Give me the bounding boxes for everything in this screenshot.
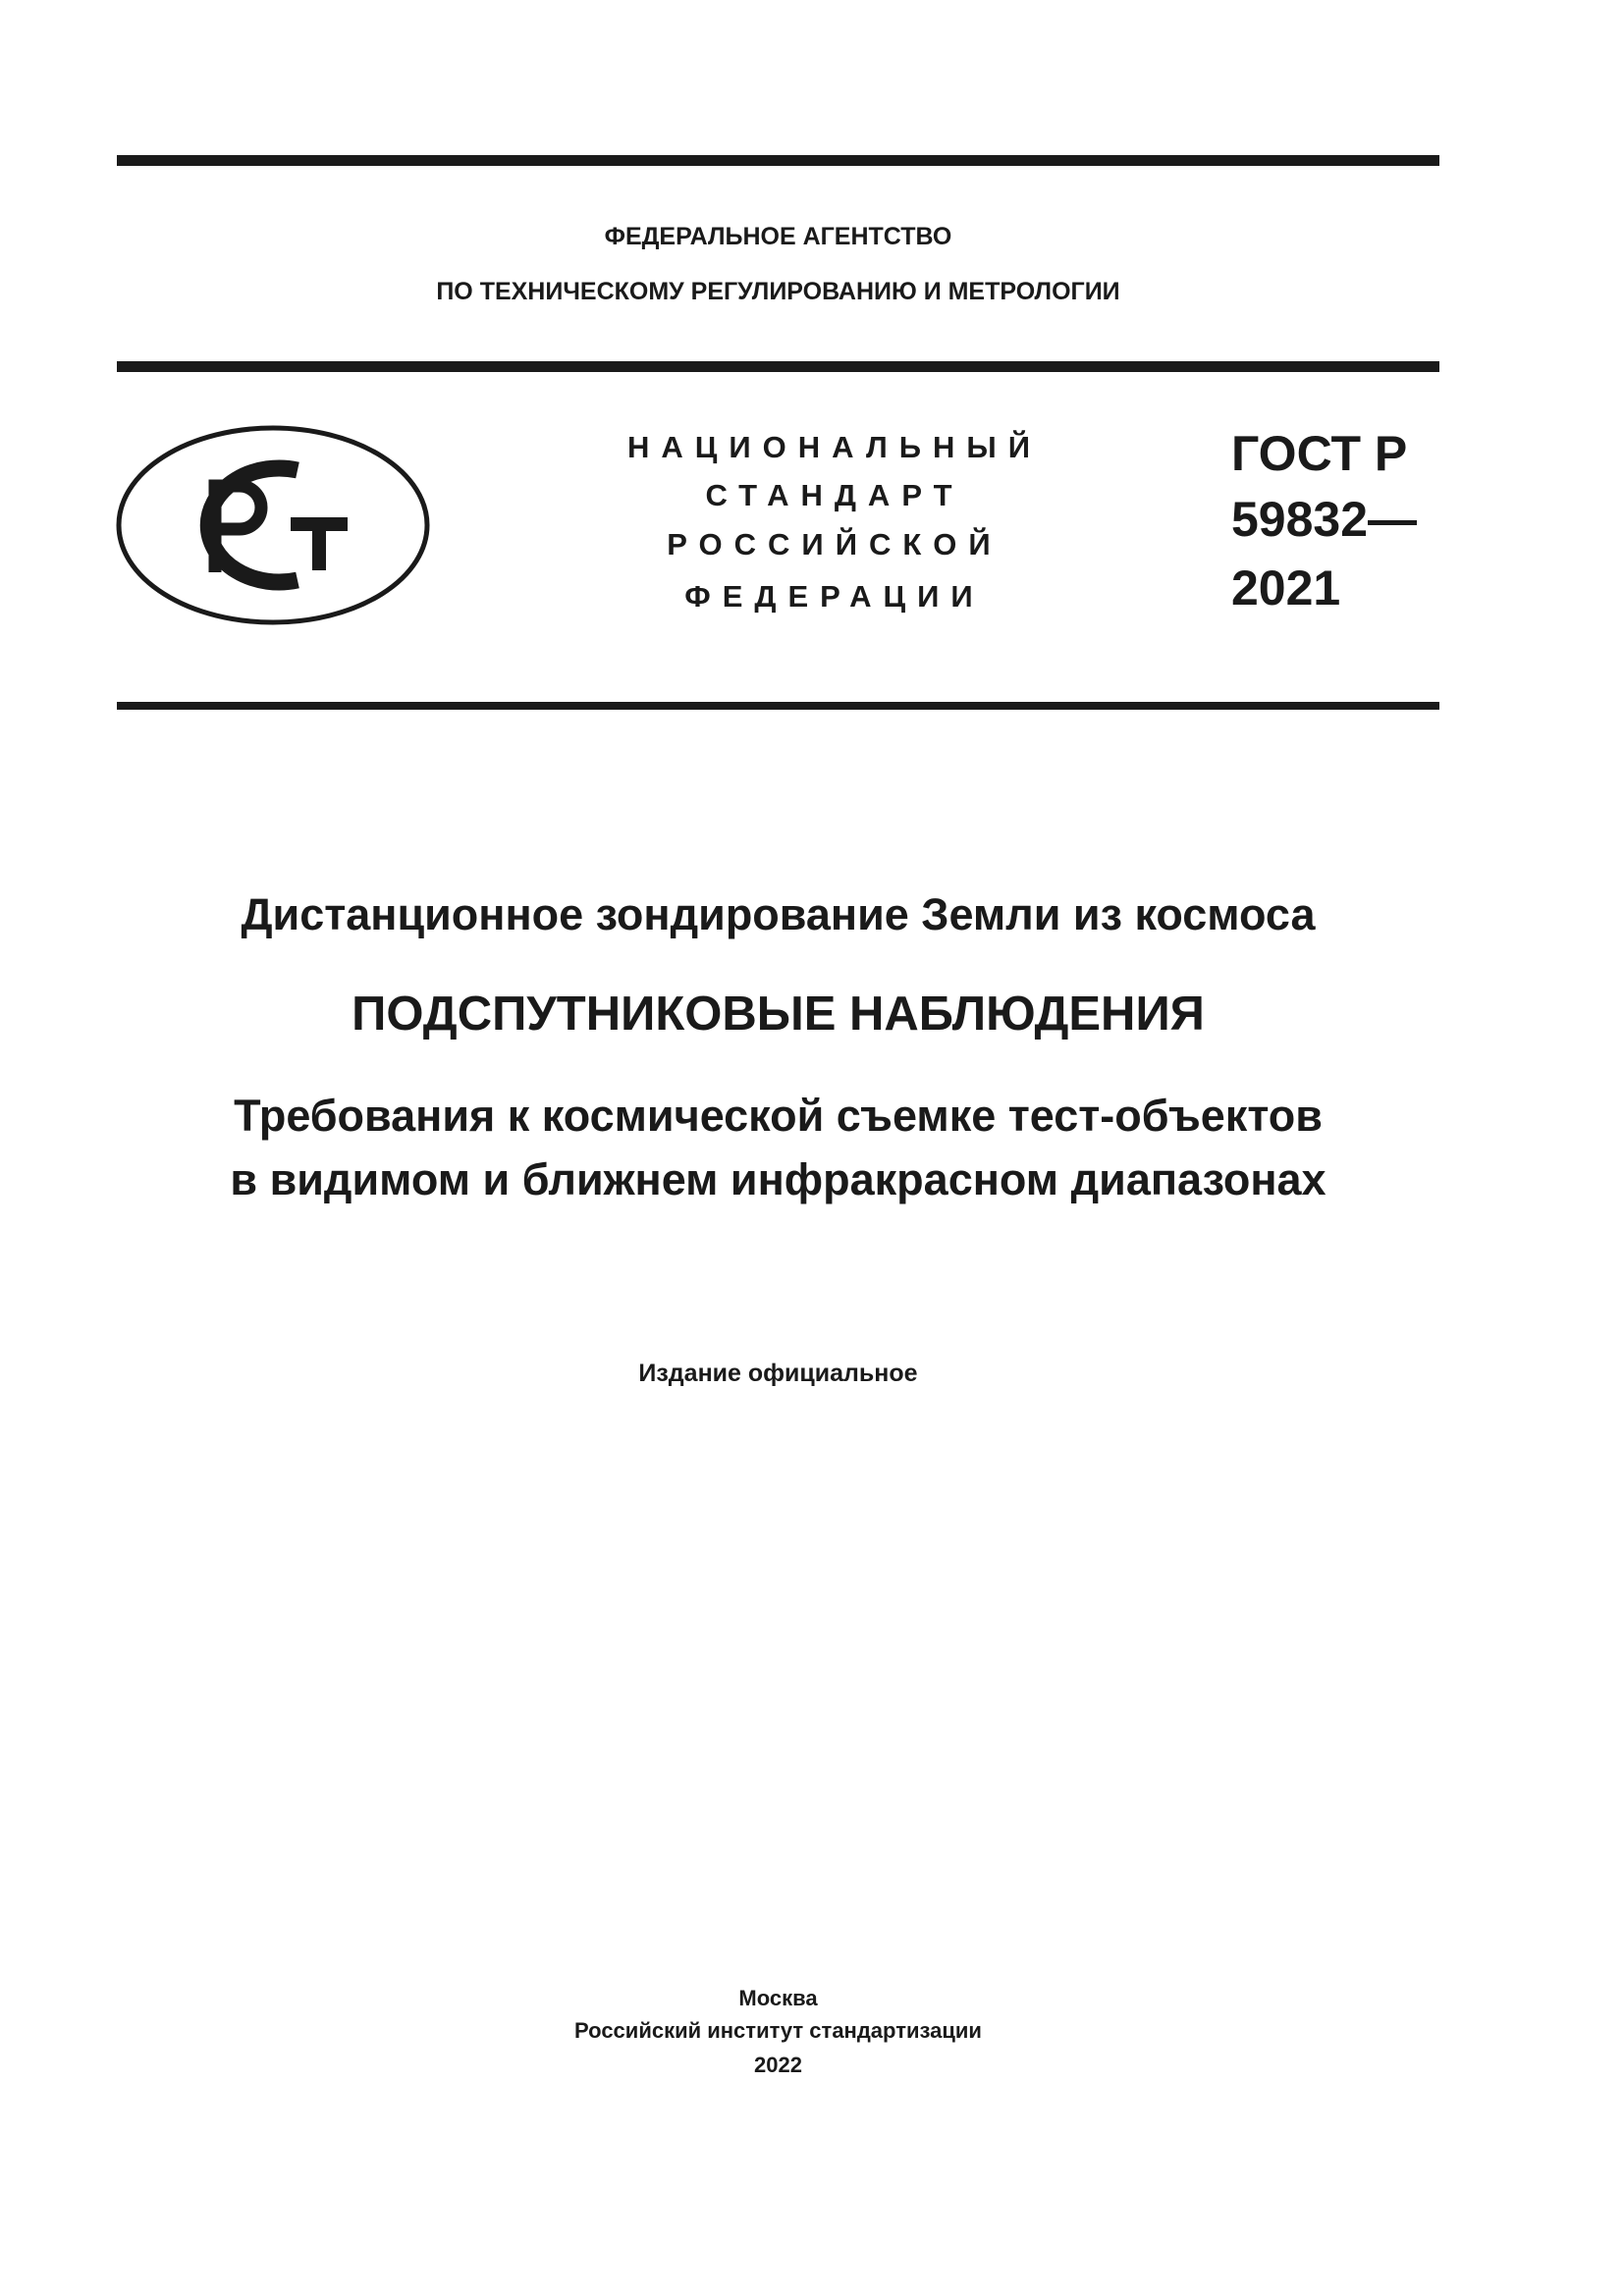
title-line-4: в видимом и ближнем инфракрасном диапазонах: [230, 1154, 1326, 1204]
agency-line-1: ФЕДЕРАЛЬНОЕ АГЕНТСТВО: [604, 223, 952, 250]
imprint-year: 2022: [754, 2053, 802, 2077]
agency-line-2: ПО ТЕХНИЧЕСКОМУ РЕГУЛИРОВАНИЮ И МЕТРОЛОГИИ: [436, 278, 1120, 305]
national-standard-line-4: ФЕДЕРАЦИИ: [684, 579, 985, 614]
imprint-publisher: Российский институт стандартизации: [574, 2018, 982, 2043]
designation-line-2: 59832—: [1231, 492, 1418, 547]
rst-certification-mark-icon: [116, 425, 430, 625]
national-standard-line-2: СТАНДАРТ: [705, 478, 964, 512]
national-standard-line-3: РОССИЙСКОЙ: [667, 527, 1002, 561]
designation-line-3: 2021: [1231, 561, 1341, 615]
designation-line-1: ГОСТ Р: [1231, 426, 1408, 481]
edition-label: Издание официальное: [638, 1360, 918, 1387]
imprint-city: Москва: [738, 1986, 818, 2010]
title-line-1: Дистанционное зондирование Земли из космоса: [241, 889, 1316, 939]
national-standard-line-1: НАЦИОНАЛЬНЫЙ: [626, 430, 1043, 464]
title-line-2: ПОДСПУТНИКОВЫЕ НАБЛЮДЕНИЯ: [352, 988, 1205, 1041]
header-rule: [117, 361, 1439, 372]
top-rule: [117, 155, 1439, 166]
designation-rule: [117, 702, 1439, 710]
title-line-3: Требования к космической съемке тест-объектов: [234, 1091, 1323, 1141]
